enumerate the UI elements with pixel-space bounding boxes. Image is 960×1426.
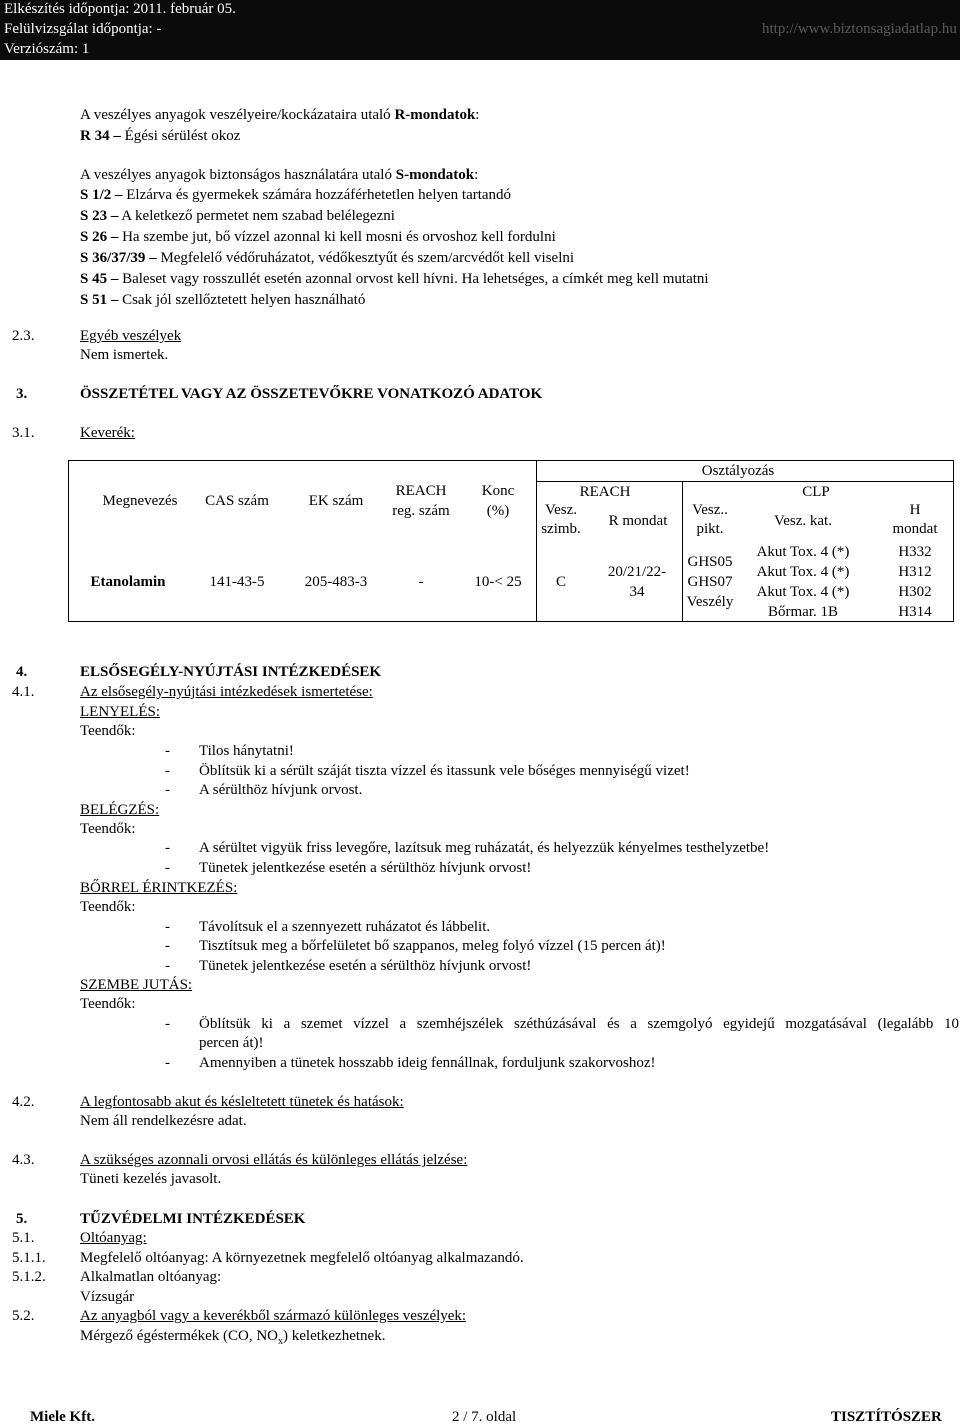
section-number: 5. xyxy=(16,1211,28,1227)
section-body: Tüneti kezelés javasolt. xyxy=(80,1171,222,1187)
section-heading: TŰZVÉDELMI INTÉZKEDÉSEK xyxy=(80,1211,306,1227)
header-konc: Konc (%) xyxy=(481,483,515,519)
todo-label: Teendők: xyxy=(80,996,136,1012)
exposure-route-skin: BŐRREL ÉRINTKEZÉS: xyxy=(80,880,238,896)
section-heading: ÖSSZETÉTEL VAGY AZ ÖSSZETEVŐKRE VONATKOZÓ ADATOK xyxy=(80,386,543,402)
exposure-route-ingestion: LENYELÉS: xyxy=(80,704,160,720)
cell-pictograms: GHS05 GHS07 Veszély xyxy=(686,554,734,610)
unsuitable-extinguishing-media-label: Alkalmatlan oltóanyag: xyxy=(80,1269,222,1285)
section-body: Nem áll rendelkezésre adat. xyxy=(80,1113,247,1129)
header-clp: CLP xyxy=(802,484,830,500)
header-cas: CAS szám xyxy=(205,493,269,509)
section-body: Nem ismertek. xyxy=(80,347,169,363)
cell-vesz-szimb: C xyxy=(555,574,566,590)
section-number: 4.3. xyxy=(12,1152,35,1168)
section-title: A szükséges azonnali orvosi ellátás és különleges ellátás jelzése: xyxy=(80,1152,468,1168)
s-phrase-item: S 23 – A keletkező permetet nem szabad belélegezni xyxy=(80,208,395,224)
r-phrases-intro: A veszélyes anyagok veszélyeire/kockázataira utaló R-mondatok: xyxy=(80,107,480,123)
s-phrase-item: S 45 – Baleset vagy rosszullét esetén azonnal orvost kell hívni. Ha lehetséges, a címkét meg kell mutatni xyxy=(80,271,709,287)
section-number: 5.1.2. xyxy=(12,1269,46,1285)
todo-label: Teendők: xyxy=(80,899,136,915)
section-number: 4.1. xyxy=(12,684,35,700)
section-number: 3.1. xyxy=(12,425,35,441)
document-header xyxy=(0,0,960,60)
header-name: Megnevezés xyxy=(102,493,178,509)
website-link[interactable]: http://www.biztonsagiadatlap.hu xyxy=(762,21,957,37)
section-number: 4. xyxy=(16,664,28,680)
cell-hazard-categories: Akut Tox. 4 (*) Akut Tox. 4 (*) Akut Tox. 4 (*) Bőrmar. 1B xyxy=(756,544,850,620)
section-title: Az elsősegély-nyújtási intézkedések ismertetése: xyxy=(80,684,373,700)
cell-konc: 10-< 25 xyxy=(474,574,522,590)
header-h-mondat: H mondat xyxy=(892,502,938,537)
footer-company: Miele Kft. xyxy=(30,1409,95,1425)
s-phrase-item: S 36/37/39 – Megfelelő védőruházatot, védőkesztyűt és szem/arcvédőt kell viselni xyxy=(80,250,575,266)
header-vesz-pikt: Vesz.. pikt. xyxy=(692,502,728,537)
s-phrase-item: S 1/2 – Elzárva és gyermekek számára hozzáférhetetlen helyen tartandó xyxy=(80,187,512,203)
header-r-mondat: R mondat xyxy=(608,513,668,529)
cell-cas: 141-43-5 xyxy=(209,574,265,590)
section-title: A legfontosabb akut és késleltetett tünetek és hatások: xyxy=(80,1094,404,1110)
section-number: 5.1. xyxy=(12,1230,35,1246)
header-ek: EK szám xyxy=(308,493,364,509)
header-reach-reg: REACH reg. szám xyxy=(392,483,450,519)
version-number: Verziószám: 1 xyxy=(4,41,90,57)
cell-r-mondat: 20/21/22- 34 xyxy=(607,564,667,600)
exposure-route-eyes: SZEMBE JUTÁS: xyxy=(80,977,193,993)
header-classification: Osztályozás xyxy=(701,463,775,479)
footer-page-number: 2 / 7. oldal xyxy=(452,1409,517,1425)
cell-reach-reg: - xyxy=(418,574,424,590)
section-body: Mérgező égéstermékek (CO, $NO_x$) keletkezhetnek. xyxy=(80,1328,386,1347)
section-number: 4.2. xyxy=(12,1094,35,1110)
exposure-route-inhalation: BELÉGZÉS: xyxy=(80,802,160,818)
cell-h-statements: H332 H312 H302 H314 xyxy=(898,544,932,620)
section-title: Az anyagból vagy a keverékből származó különleges veszélyek: xyxy=(80,1308,467,1324)
composition-table xyxy=(68,460,954,622)
suitable-extinguishing-media: Megfelelő oltóanyag: A környezetnek megfelelő oltóanyag alkalmazandó. xyxy=(80,1250,524,1266)
created-date: Elkészítés időpontja: 2011. február 05. xyxy=(4,1,236,17)
section-number: 2.3. xyxy=(12,328,35,344)
s-phrase-item: S 26 – Ha szembe jut, bő vízzel azonnal ki kell mosni és orvoshoz kell fordulni xyxy=(80,229,556,245)
footer-product: TISZTÍTÓSZER xyxy=(831,1409,942,1425)
todo-label: Teendők: xyxy=(80,723,136,739)
section-body: Vízsugár xyxy=(80,1289,135,1305)
s-phrase-item: S 51 – Csak jól szellőztetett helyen használható xyxy=(80,292,366,308)
section-title: Oltóanyag: xyxy=(80,1230,147,1246)
revised-date: Felülvizsgálat időpontja: - xyxy=(4,21,162,37)
r-phrase-item: R 34 – Égési sérülést okoz xyxy=(80,128,241,144)
cell-name: Etanolamin xyxy=(90,574,166,590)
section-number: 3. xyxy=(16,386,28,402)
section-number: 5.1.1. xyxy=(12,1250,46,1266)
header-reach: REACH xyxy=(579,484,631,500)
section-title: Egyéb veszélyek xyxy=(80,328,182,344)
header-vesz-kat: Vesz. kat. xyxy=(774,513,832,529)
section-title: Keverék: xyxy=(80,425,135,441)
section-heading: ELSŐSEGÉLY-NYÚJTÁSI INTÉZKEDÉSEK xyxy=(80,664,382,680)
section-number: 5.2. xyxy=(12,1308,35,1324)
s-phrases-intro: A veszélyes anyagok biztonságos használatára utaló S-mondatok: xyxy=(80,167,479,183)
todo-label: Teendők: xyxy=(80,821,136,837)
cell-ek: 205-483-3 xyxy=(304,574,368,590)
header-vesz-szimb: Vesz. szimb. xyxy=(541,502,581,537)
